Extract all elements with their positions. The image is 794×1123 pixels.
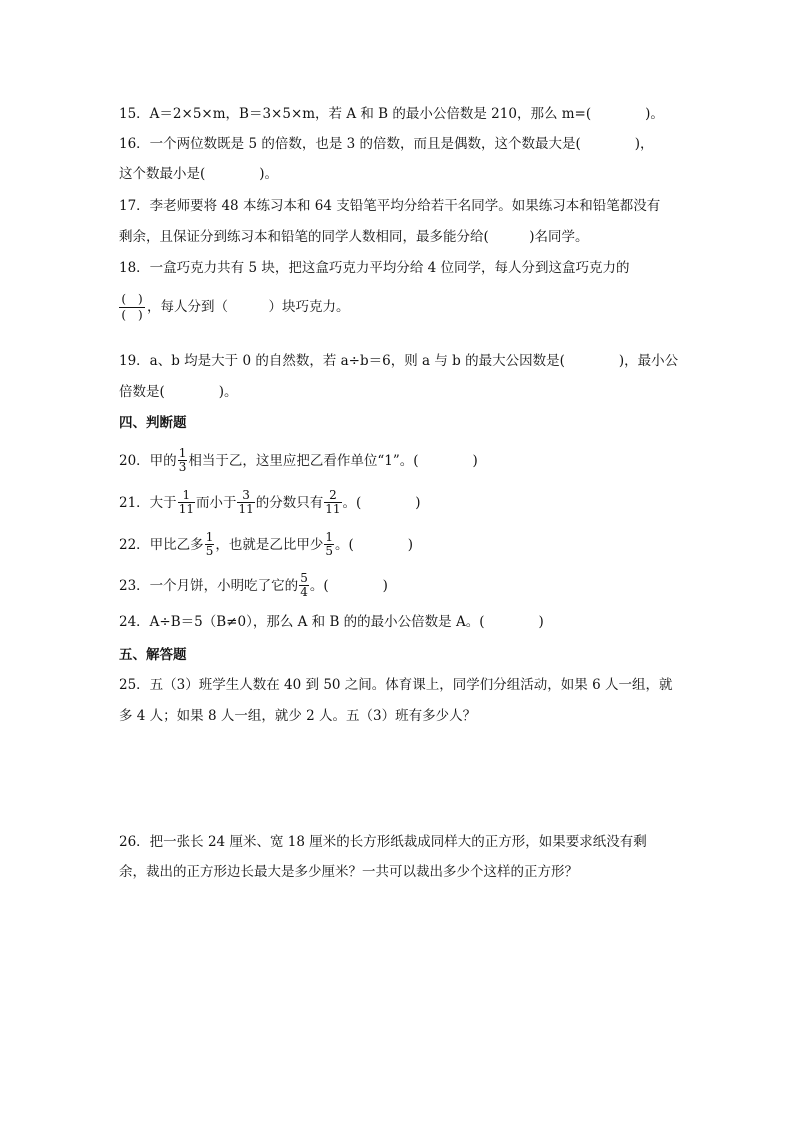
denominator: 5 [205,544,214,558]
numerator: 2 [329,488,337,502]
question-21-mid: 而小于 [195,495,237,511]
numerator: 1 [178,446,187,460]
blank-denominator: ( ) [121,308,143,322]
question-21 [119,490,421,517]
question-19-line-2: 倍数是( )。 [119,384,238,400]
question-18-line-2 [119,292,350,323]
question-16-line-1: 16．一个两位数既是 5 的倍数，也是 3 的倍数，而且是偶数，这个数最大是( )， [119,136,654,152]
question-16-line-2: 这个数最小是( )。 [119,166,279,182]
denominator: 11 [238,502,254,516]
question-23 [119,573,388,600]
numerator: 3 [242,488,250,502]
question-21-tail: 。( ) [342,495,421,511]
question-23-text: 23．一个月饼，小明吃了它的 [119,578,299,594]
question-24: 24．A÷B＝5（B≠0），那么 A 和 B 的的最小公倍数是 A。( ) [119,614,544,630]
question-26-line-2: 余，裁出的正方形边长最大是多少厘米？一共可以裁出多少个这样的正方形？ [119,864,578,880]
section-heading-solve: 五、解答题 [119,647,187,663]
numerator: 5 [300,571,308,585]
question-21-text: 21．大于 [119,495,177,511]
question-25-line-1: 25．五（3）班学生人数在 40 到 50 之间。体育课上，同学们分组活动，如果 6 人一组，就 [119,677,673,693]
question-17-line-2: 剩余，且保证分到练习本和铅笔的同学人数相同，最多能分给( )名同学。 [119,229,589,245]
denominator: 11 [178,502,194,516]
question-15: 15．A＝2×5×m，B＝3×5×m，若 A 和 B 的最小公倍数是 210，那么 m=( )。 [119,106,664,122]
denominator: 5 [325,544,333,558]
fraction-2-11 [324,489,341,516]
question-22 [119,532,413,559]
fraction-one-fifth [205,531,215,558]
question-21-mid2: 的分数只有 [255,495,324,511]
question-23-tail: 。( ) [309,578,388,594]
fraction-five-fourths [299,572,309,599]
question-25-line-2: 多 4 人；如果 8 人一组，就少 2 人。五（3）班有多少人？ [119,708,477,724]
section-heading-judgment: 四、判断题 [119,415,187,431]
denominator: 4 [300,585,308,599]
blank-numerator: ( ) [121,292,143,306]
question-26-line-1: 26．把一张长 24 厘米、宽 18 厘米的长方形纸裁成同样大的正方形，如果要求纸没有剩 [119,834,647,850]
numerator: 1 [182,488,191,502]
question-18-line-1: 18．一盒巧克力共有 5 块，把这盒巧克力平均分给 4 位同学，每人分到这盒巧克力的 [119,260,630,276]
numerator: 1 [325,530,333,544]
fraction-one-fifth [324,531,334,558]
question-20-tail: 相当于乙，这里应把乙看作单位“1”。( ) [188,453,478,469]
denominator: 3 [178,460,187,474]
question-19-line-1: 19．a、b 均是大于 0 的自然数，若 a÷b＝6，则 a 与 b 的最大公因数是( )，最小公 [119,353,679,369]
numerator: 1 [205,530,214,544]
blank-fraction [119,292,145,323]
question-17-line-1: 17．李老师要将 48 本练习本和 64 支铅笔平均分给若干名同学。如果练习本和铅笔都没有 [119,198,661,214]
question-22-tail: 。( ) [334,537,414,553]
question-22-text: 22．甲比乙多 [119,537,204,553]
fraction-3-11 [237,489,254,516]
question-20-text: 20．甲的 [119,453,177,469]
fraction-one-third [178,447,188,474]
question-22-mid: ，也就是乙比甲少 [215,537,324,553]
fraction-1-11 [178,489,195,516]
question-18-tail: ，每人分到（ ）块巧克力。 [147,299,350,315]
question-20 [119,448,478,475]
denominator: 11 [325,502,341,516]
